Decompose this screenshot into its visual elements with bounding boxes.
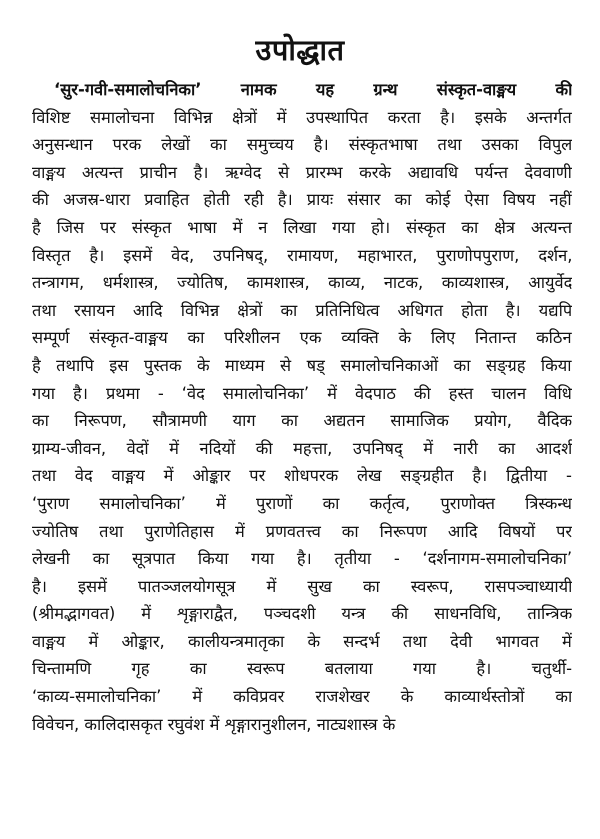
text-line: की अजस्र-धारा प्रवाहित होती रही है। प्रायः संसार का कोई ऐसा विषय नहीं [32,190,572,210]
text-line: सम्पूर्ण संस्कृत-वाङ्मय का परिशीलन एक व्यक्ति के लिए नितान्त कठिन [32,328,572,348]
text-line: विवेचन, कालिदासकृत रघुवंश में शृङ्गारानुशीलन, नाट्यशास्त्र के [32,714,396,734]
text-line: तथा रसायन आदि विभिन्न क्षेत्रों का प्रतिनिधित्व अधिगत होता है। यद्यपि [32,300,572,320]
text-line: ‘काव्य-समालोचनिका’ में कविप्रवर राजशेखर के काव्यार्थस्तोत्रों का [32,687,572,707]
text-line: है तथापि इस पुस्तक के माध्यम से षड् समालोचनिकाओं का सङ्ग्रह किया [32,355,572,375]
text-line: विशिष्ट समालोचना विभिन्न क्षेत्रों में उपस्थापित करता है। इसके अन्तर्गत [32,107,572,127]
text-line: गया है। प्रथमा - ‘वेद समालोचनिका’ में वेदपाठ की हस्त चालन विधि [32,383,572,403]
text-line: अनुसन्धान परक लेखों का समुच्चय है। संस्कृतभाषा तथा उसका विपुल [32,135,572,155]
text-line-content: ‘सुर-गवी-समालोचनिका’ नामक यह ग्रन्थ संस्कृत-वाङ्मय की [54,80,572,99]
text-line: चिन्तामणि गृह का स्वरूप बतलाया गया है। चतुर्थी- [32,659,572,679]
text-line: तन्त्रागम, धर्मशास्त्र, ज्योतिष, कामशास्त्र, काव्य, नाटक, काव्यशास्त्र, आयुर्वेद [32,273,572,293]
text-line: का निरूपण, सौत्रामणी याग का अद्यतन सामाजिक प्रयोग, वैदिक [32,411,572,431]
text-line: है। इसमें पातञ्जलयोगसूत्र में सुख का स्वरूप, रासपञ्चाध्यायी [32,576,572,596]
body-paragraph [32,76,572,738]
page-title: उपोद्धात [255,33,345,67]
text-line: वाङ्मय अत्यन्त प्राचीन है। ऋग्वेद से प्रारम्भ करके अद्यावधि पर्यन्त देववाणी [32,162,572,182]
text-line: लेखनी का सूत्रपात किया गया है। तृतीया - ‘दर्शनागम-समालोचनिका’ [32,549,572,569]
text-line: तथा वेद वाङ्मय में ओङ्कार पर शोधपरक लेख सङ्ग्रहीत है। द्वितीया - [32,466,572,486]
text-line: ग्राम्य-जीवन, वेदों में नदियों की महत्ता, उपनिषद् में नारी का आदर्श [32,438,572,458]
text-line: विस्तृत है। इसमें वेद, उपनिषद्, रामायण, महाभारत, पुराणोपपुराण, दर्शन, [32,245,572,265]
text-line: ‘पुराण समालोचनिका’ में पुराणों का कर्तृत्व, पुराणोक्त त्रिस्कन्ध [32,493,572,513]
text-line: ज्योतिष तथा पुराणेतिहास में प्रणवतत्त्व का निरूपण आदि विषयों पर [32,521,572,541]
text-line: है जिस पर संस्कृत भाषा में न लिखा गया हो। संस्कृत का क्षेत्र अत्यन्त [32,217,572,237]
text-line [32,76,572,104]
text-line: वाङ्मय में ओङ्कार, कालीयन्त्रमातृका के सन्दर्भ तथा देवी भागवत में [32,631,572,651]
text-line: (श्रीमद्भागवत) में शृङ्गाराद्वैत, पञ्चदशी यन्त्र की साधनविधि, तान्त्रिक [32,604,572,624]
